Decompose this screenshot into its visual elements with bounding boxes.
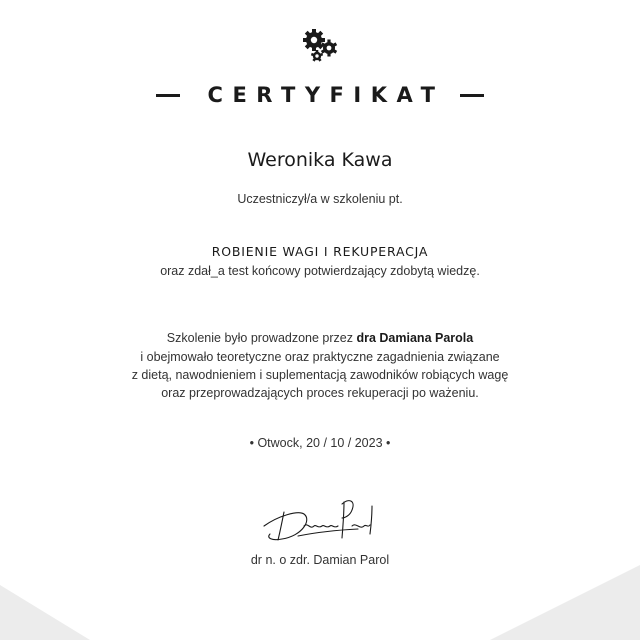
description-line-4: oraz przeprowadzających proces rekuperacji po ważeniu. [161, 386, 479, 400]
signer-name: dr n. o zdr. Damian Parol [250, 553, 390, 567]
title-dash-right [460, 94, 484, 97]
handwritten-signature [258, 496, 384, 544]
title-row [0, 80, 640, 110]
title-dash-left [156, 94, 180, 97]
description-line-2: i obejmowało teoretyczne oraz praktyczne zagadnienia związane [140, 350, 500, 364]
participation-text: Uczestniczył/a w szkoleniu pt. [237, 192, 403, 206]
certificate-title: CERTYFIKAT [207, 83, 445, 107]
trainer-name: dra Damiana Parola [356, 331, 474, 345]
place-date: • Otwock, 20 / 10 / 2023 • [249, 436, 391, 450]
test-passed-text: oraz zdał_a test końcowy potwierdzający zdobytą wiedzę. [160, 264, 480, 278]
recipient-name: Weronika Kawa [247, 149, 393, 171]
description-line-1 [0, 331, 640, 345]
description-line-3: z dietą, nawodnieniem i suplementacją zawodników robiących wagę [131, 368, 509, 382]
description-line-1-text: Szkolenie było prowadzone przez [166, 331, 357, 345]
course-title: ROBIENIE WAGI I REKUPERACJA [211, 244, 429, 259]
gears-icon [301, 28, 339, 62]
